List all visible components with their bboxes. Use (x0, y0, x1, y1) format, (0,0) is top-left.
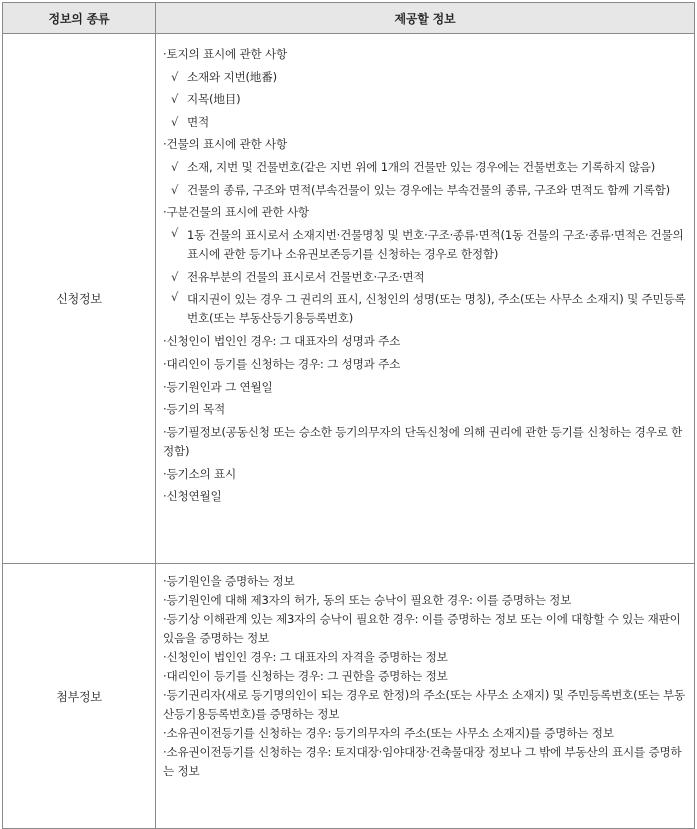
header-info-provided: 제공할 정보 (156, 3, 695, 34)
category-cell: 신청정보 (3, 34, 156, 564)
item-text: 지목(地目) (187, 92, 241, 107)
table-row-application-info (3, 34, 695, 564)
sub-list-item (163, 156, 688, 179)
sub-list-item (163, 266, 688, 289)
list-item: ·토지의 표시에 관한 사항 (163, 47, 287, 61)
list-item: ·등기원인과 그 연월일 (163, 379, 273, 394)
info-item-list (156, 572, 694, 781)
list-item: ·등기소의 표시 (163, 466, 236, 481)
table-header-row (3, 3, 695, 34)
item-text: 건물의 종류, 구조와 면적(부속건물이 있는 경우에는 부속건물의 종류, 구조와 면적도 함께 기록함) (187, 182, 670, 197)
category-cell: 첨부정보 (3, 564, 156, 829)
list-item: ·대리인이 등기를 신청하는 경우: 그 성명과 주소 (163, 356, 401, 371)
item-text: 대지권이 있는 경우 그 권리의 표시, 신청인의 성명(또는 명칭), 주소(또는 사무소 소재지) 및 주민등록번호(또는 부동산등기용등록번호) (187, 292, 686, 326)
list-item: ·등기상 이해관계 있는 제3자의 승낙이 필요한 경우: 이를 증명하는 정보 또는 이에 대항할 수 있는 재판이 있음을 증명하는 정보 (163, 612, 681, 645)
check-mark-icon: √ (171, 182, 179, 197)
list-item: ·소유권이전등기를 신청하는 경우: 토지대장·임야대장·건축물대장 정보나 그 밖에 부동산의 표시를 증명하는 정보 (163, 745, 682, 778)
sub-list-item (163, 288, 688, 330)
item-text: 소재, 지번 및 건물번호(같은 지번 위에 1개의 건물만 있는 경우에는 건물번호는 기록하지 않음) (187, 159, 656, 174)
check-mark-icon: √ (171, 269, 179, 284)
list-item: ·신청인이 법인인 경우: 그 대표자의 자격을 증명하는 정보 (163, 650, 448, 664)
list-item: ·구분건물의 표시에 관한 사항 (163, 205, 309, 220)
sub-list-item (163, 88, 688, 111)
list-item: ·신청인이 법인인 경우: 그 대표자의 성명과 주소 (163, 334, 401, 349)
table-row-attachment-info (3, 564, 695, 829)
sub-list-item (163, 111, 688, 134)
check-mark-icon: √ (171, 92, 179, 107)
list-item: ·건물의 표시에 관한 사항 (163, 137, 287, 152)
list-item: ·등기필정보(공동신청 또는 승소한 등기의무자의 단독신청에 의해 권리에 관한 등기를 신청하는 경우로 한정함) (163, 424, 683, 458)
check-mark-icon: √ (171, 69, 179, 84)
list-item: ·등기원인에 대해 제3자의 허가, 동의 또는 승낙이 필요한 경우: 이를 증명하는 정보 (163, 593, 572, 607)
list-item: ·대리인이 등기를 신청하는 경우: 그 권한을 증명하는 정보 (163, 669, 448, 683)
list-item: ·등기원인을 증명하는 정보 (163, 574, 295, 588)
sub-list-item (163, 179, 688, 202)
content-cell (156, 564, 695, 829)
sub-list-item (163, 224, 688, 266)
info-item-list (156, 43, 694, 508)
check-mark-icon: √ (171, 114, 179, 129)
check-mark-icon: √ (171, 159, 179, 174)
item-text: 면적 (187, 114, 209, 129)
registration-info-table (2, 2, 695, 829)
header-info-type: 정보의 종류 (3, 3, 156, 34)
sub-list-item (163, 66, 688, 89)
list-item: ·등기권리자(새로 등기명의인이 되는 경우로 한정)의 주소(또는 사무소 소재지) 및 주민등록번호(또는 부동산등기용등록번호)를 증명하는 정보 (163, 688, 685, 721)
item-text: 1동 건물의 표시로서 소재지번·건물명칭 및 번호·구조·종류·면적(1동 건물의 구조·종류·면적은 건물의 표시에 관한 등기나 소유권보존등기를 신청하는 경우로 한정함) (187, 227, 684, 261)
item-text: 전유부분의 건물의 표시로서 건물번호·구조·면적 (187, 269, 425, 284)
list-item: ·등기의 목적 (163, 402, 225, 417)
check-mark-icon: √ (171, 290, 179, 305)
content-cell (156, 34, 695, 564)
list-item: ·신청연월일 (163, 489, 222, 504)
check-mark-icon: √ (171, 225, 179, 240)
item-text: 소재와 지번(地番) (187, 69, 277, 84)
list-item: ·소유권이전등기를 신청하는 경우: 등기의무자의 주소(또는 사무소 소재지)를 증명하는 정보 (163, 726, 614, 740)
